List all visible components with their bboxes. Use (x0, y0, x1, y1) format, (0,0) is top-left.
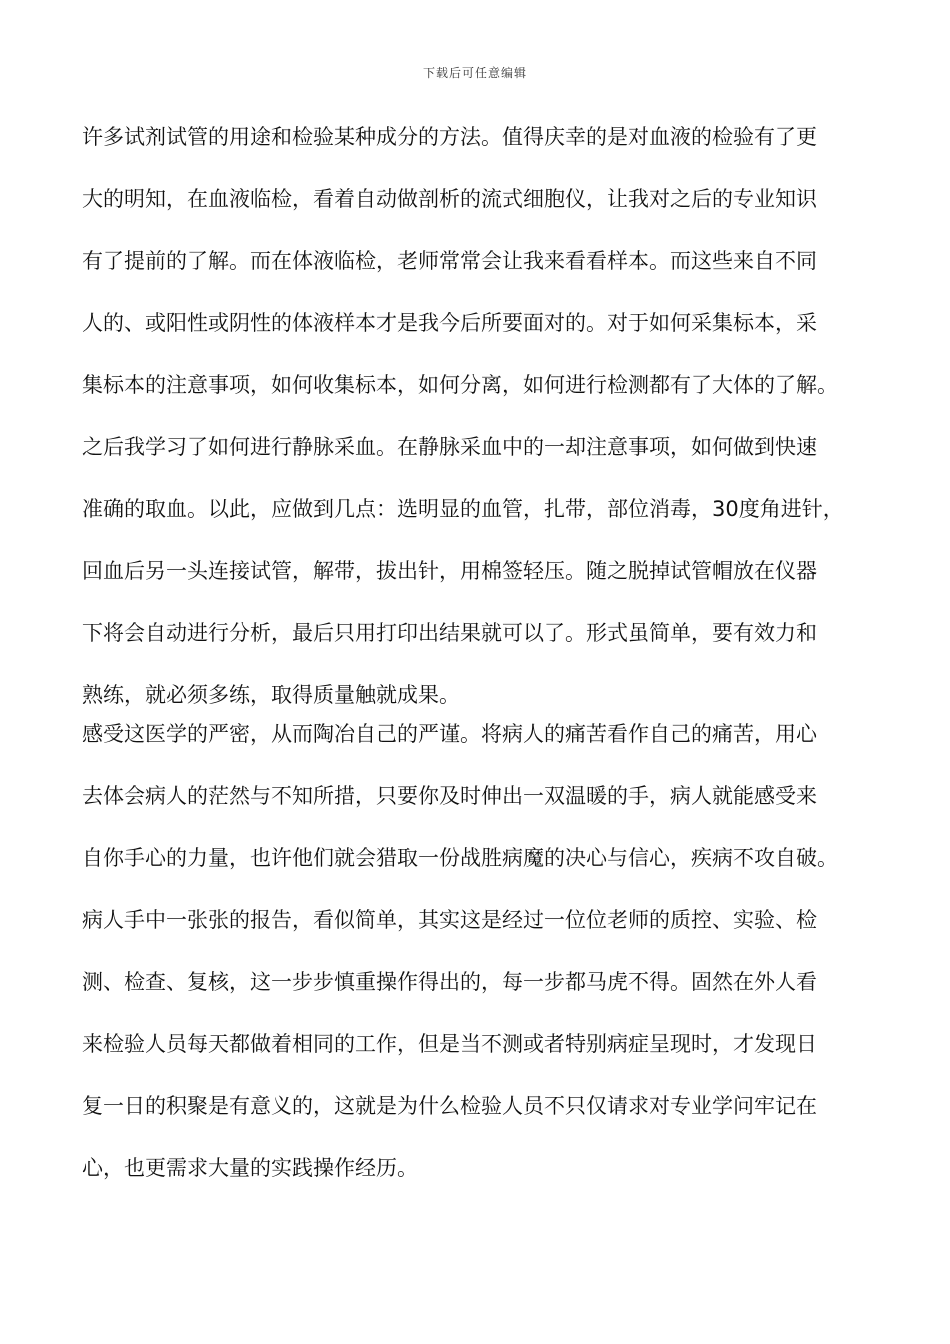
text-line: 下将会自动进行分析，最后只用打印出结果就可以了。形式虽简单，要有效力和 (82, 621, 817, 645)
text-line: 回血后另一头连接试管，解带，拔出针，用棉签轻压。随之脱掉试管帽放在仪器 (82, 559, 817, 583)
text-line: 去体会病人的茫然与不知所措，只要你及时伸出一双温暖的手，病人就能感受来 (82, 784, 817, 808)
text-line: 来检验人员每天都做着相同的工作，但是当不测或者特别病症呈现时，才发现日 (82, 1032, 817, 1056)
text-line: 大的明知，在血液临检，看着自动做剖析的流式细胞仪，让我对之后的专业知识 (82, 187, 817, 211)
text-line: 集标本的注意事项，如何收集标本，如何分离，如何进行检测都有了大体的了解。 (82, 373, 838, 397)
page-header: 下载后可任意编辑 (422, 66, 527, 80)
text-line: 病人手中一张张的报告，看似简单，其实这是经过一位位老师的质控、实验、检 (82, 908, 817, 932)
text-line: 感受这医学的严密，从而陶冶自己的严谨。将病人的痛苦看作自己的痛苦，用心 (82, 722, 817, 746)
text-line: 之后我学习了如何进行静脉采血。在静脉采血中的一却注意事项，如何做到快速 (82, 435, 817, 459)
body-text (82, 114, 882, 1207)
text-line: 测、检查、复核，这一步步慎重操作得出的，每一步都马虎不得。固然在外人看 (82, 970, 817, 994)
text-line: 心，也更需求大量的实践操作经历。 (82, 1156, 418, 1180)
text-line: 有了提前的了解。而在体液临检，老师常常会让我来看看样本。而这些来自不同 (82, 249, 817, 273)
text-line: 熟练，就必须多练，取得质量触就成果。 (82, 683, 460, 707)
text-line: 自你手心的力量，也许他们就会猎取一份战胜病魔的决心与信心，疾病不攻自破。 (82, 846, 838, 870)
text-line: 复一日的积聚是有意义的，这就是为什么检验人员不只仅请求对专业学问牢记在 (82, 1094, 817, 1118)
text-line: 许多试剂试管的用途和检验某种成分的方法。值得庆幸的是对血液的检验有了更 (82, 125, 817, 149)
text-line: 人的、或阳性或阴性的体液样本才是我今后所要面对的。对于如何采集标本，采 (82, 311, 817, 335)
text-line: 准确的取血。以此，应做到几点：选明显的血管，扎带，部位消毒，30度角进针， (82, 497, 844, 521)
